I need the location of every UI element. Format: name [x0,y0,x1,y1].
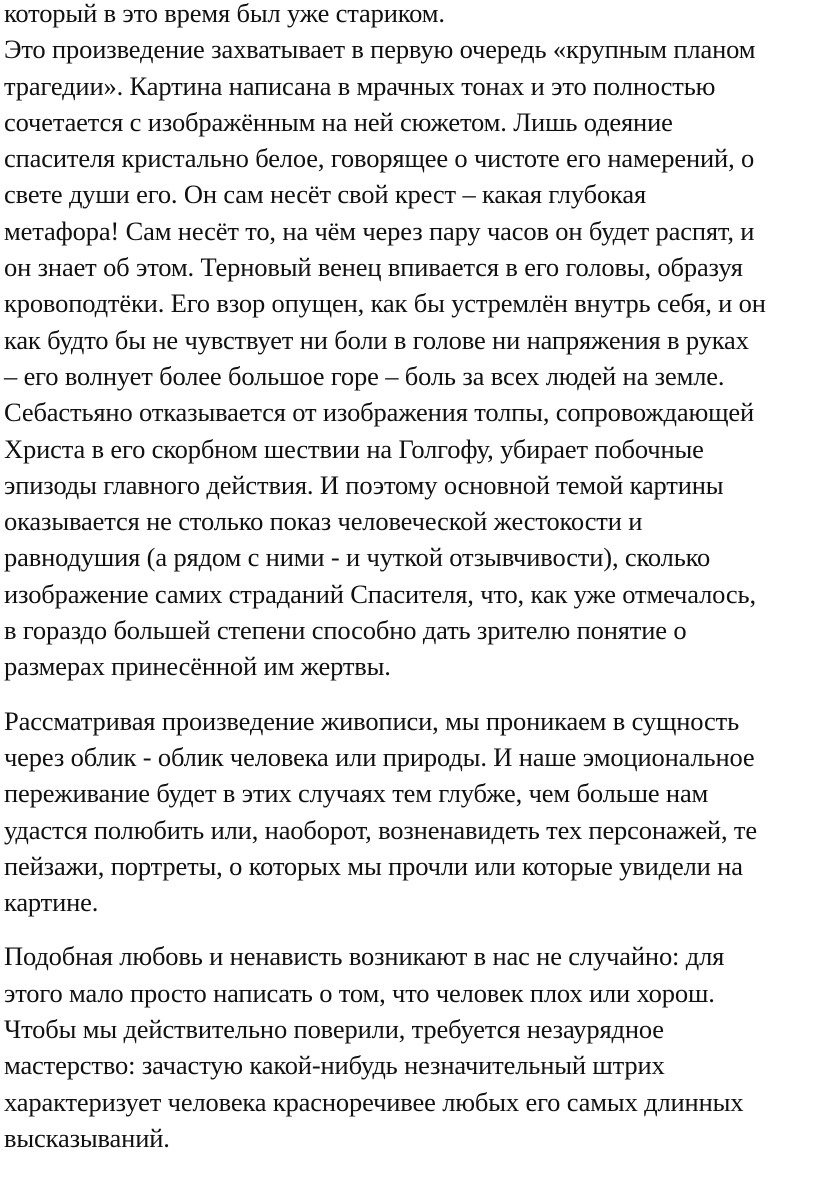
text-line: Христа в его скорбном шествии на Голгофу, убирает побочные [4,433,704,464]
text-line: высказываний. [4,1122,170,1153]
text-line: оказывается не столько показ человеческой жестокости и [4,506,643,537]
text-line: – его волнует более большое горе – боль за всех людей на земле. [4,360,725,391]
text-line: изображение самих страданий Спасителя, что, как уже отмечалось, [4,578,756,609]
paragraph-2 [4,703,816,921]
text-line: размерах принесённой им жертвы. [4,651,391,682]
text-line: в гораздо большей степени способно дать зрителю понятие о [4,615,687,646]
paragraph-1 [4,0,816,685]
text-line: кровоподтёки. Его взор опущен, как бы устремлён внутрь себя, и он [4,288,766,319]
text-line: мастерство: зачастую какой-нибудь незначительный штрих [4,1050,665,1081]
text-line: равнодушия (а рядом с ними - и чуткой отзывчивости), сколько [4,542,711,573]
text-line: Подобная любовь и ненависть возникают в нас не случайно: для [4,941,725,972]
text-line: характеризует человека красноречивее любых его самых длинных [4,1086,744,1117]
text-line: Чтобы мы действительно поверили, требуется незаурядное [4,1014,664,1045]
text-line: трагедии». Картина написана в мрачных тонах и это полностью [4,70,716,101]
text-line: свете души его. Он сам несёт свой крест – какая глубокая [4,179,647,210]
text-line: картине. [4,887,99,918]
text-line: через облик - облик человека или природы. И наше эмоциональное [4,741,755,772]
text-line: Рассматривая произведение живописи, мы проникаем в сущность [4,705,740,736]
paragraph-3 [4,938,816,1156]
text-line: он знает об этом. Терновый венец впивается в его головы, образуя [4,252,743,283]
text-line: Себастьяно отказывается от изображения толпы, сопровождающей [4,397,754,428]
text-line: этого мало просто написать о том, что человек плох или хорош. [4,977,715,1008]
text-line: удастся полюбить или, наоборот, возненавидеть тех персонажей, те [4,814,757,845]
text-line: Это произведение захватывает в первую очередь «крупным планом [4,34,756,65]
text-line: который в это время был уже стариком. [4,0,445,28]
text-line: переживание будет в этих случаях тем глубже, чем больше нам [4,778,709,809]
text-line: метафора! Сам несёт то, на чём через пару часов он будет распят, и [4,215,755,246]
text-line: сочетается с изображённым на ней сюжетом. Лишь одеяние [4,106,673,137]
text-line: как будто бы не чувствует ни боли в голове ни напряжения в руках [4,324,749,355]
text-line: эпизоды главного действия. И поэтому основной темой картины [4,469,724,500]
text-line: пейзажи, портреты, о которых мы прочли или которые увидели на [4,850,743,881]
text-line: спасителя кристально белое, говорящее о чистоте его намерений, о [4,143,755,174]
